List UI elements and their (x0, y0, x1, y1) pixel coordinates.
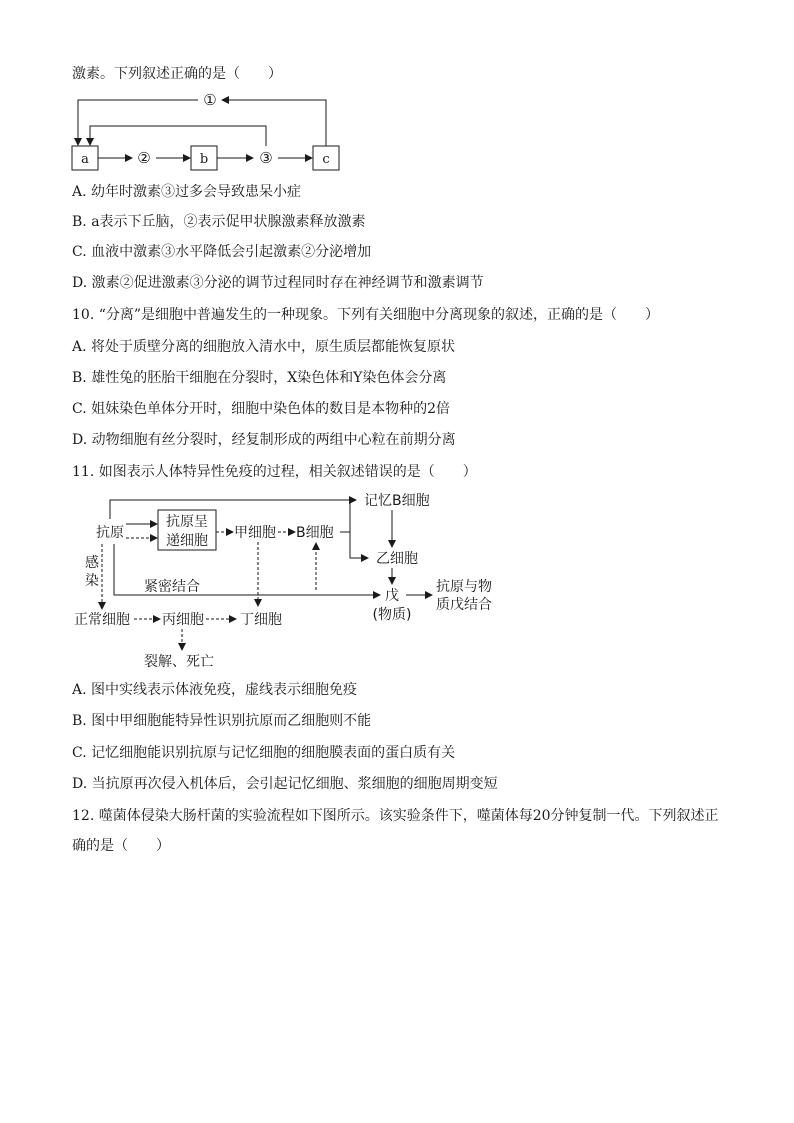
q9-option-c: C. 血液中激素③水平降低会引起激素②分泌增加 (72, 244, 372, 260)
node-wu-sub: (物质) (372, 607, 412, 623)
q10-stem: 10. “分离”是细胞中普遍发生的一种现象。下列有关细胞中分离现象的叙述，正确的是（ ） (72, 307, 660, 323)
node-normal-cell: 正常细胞 (74, 612, 130, 628)
q12-stem-line1: 12. 噬菌体侵染大肠杆菌的实验流程如下图所示。该实验条件下，噬菌体每20分钟复制一代。下列叙述正 (72, 808, 719, 824)
node-apc-2: 递细胞 (166, 533, 208, 549)
node-wu: 戊 (385, 588, 399, 604)
q9-hormone-diagram (70, 90, 350, 174)
node-memory-b: 记忆B细胞 (364, 493, 430, 509)
q11-stem: 11. 如图表示人体特异性免疫的过程，相关叙述错误的是（ ） (72, 464, 477, 480)
label-1: ① (203, 91, 217, 109)
q11-immune-diagram (70, 488, 510, 674)
label-infect-1: 感 (85, 555, 99, 571)
label-c: c (322, 152, 330, 167)
q10-option-a: A. 将处于质壁分离的细胞放入清水中，原生质层都能恢复原状 (72, 339, 456, 355)
q12-stem-line2: 确的是（ ） (72, 838, 170, 854)
label-3: ③ (259, 149, 273, 167)
q11-option-d: D. 当抗原再次侵入机体后，会引起记忆细胞、浆细胞的细胞周期变短 (72, 776, 498, 792)
node-cell-bing: 丙细胞 (162, 612, 204, 628)
q11-option-c: C. 记忆细胞能识别抗原与记忆细胞的细胞膜表面的蛋白质有关 (72, 745, 456, 761)
node-antigen: 抗原 (96, 525, 124, 541)
node-cell-ding: 丁细胞 (240, 612, 282, 628)
node-combo-2: 质戊结合 (436, 597, 492, 613)
q10-option-c: C. 姐妹染色单体分开时，细胞中染色体的数目是本物种的2倍 (72, 401, 451, 417)
label-infect-2: 染 (85, 573, 99, 589)
q10-option-d: D. 动物细胞有丝分裂时，经复制形成的两组中心粒在前期分离 (72, 432, 456, 448)
label-tight-bind: 紧密结合 (144, 579, 200, 595)
q9-option-b: B. a表示下丘脑，②表示促甲状腺激素释放激素 (72, 214, 366, 230)
q9-option-a: A. 幼年时激素③过多会导致患呆小症 (72, 184, 302, 200)
q10-option-b: B. 雄性兔的胚胎干细胞在分裂时，X染色体和Y染色体会分离 (72, 370, 447, 386)
label-a: a (81, 152, 89, 167)
node-apc-1: 抗原呈 (166, 514, 208, 530)
q11-option-a: A. 图中实线表示体液免疫，虚线表示细胞免疫 (72, 682, 358, 698)
node-b-cell: B细胞 (296, 525, 334, 541)
label-2: ② (137, 149, 151, 167)
node-cell-jia: 甲细胞 (234, 525, 276, 541)
label-b: b (199, 152, 209, 167)
node-combo-1: 抗原与物 (436, 579, 492, 595)
node-lysis: 裂解、死亡 (144, 654, 214, 670)
q11-option-b: B. 图中甲细胞能特异性识别抗原而乙细胞则不能 (72, 713, 372, 729)
q9-option-d: D. 激素②促进激素③分泌的调节过程同时存在神经调节和激素调节 (72, 275, 484, 291)
q9-stem-tail: 激素。下列叙述正确的是（ ） (72, 66, 282, 82)
node-cell-yi: 乙细胞 (376, 551, 418, 567)
